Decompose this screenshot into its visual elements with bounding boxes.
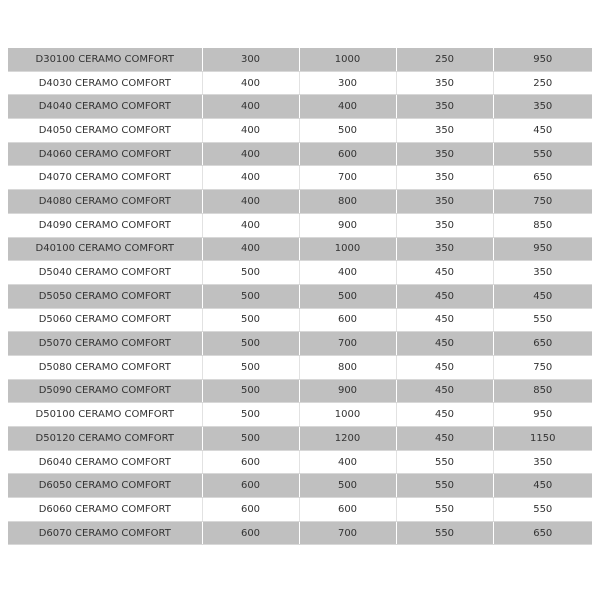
col2-cell: 500	[202, 427, 299, 451]
col3-cell: 700	[299, 166, 396, 190]
col2-cell: 600	[202, 498, 299, 522]
model-cell: D4080 CERAMO COMFORT	[8, 190, 202, 214]
col2-cell: 500	[202, 403, 299, 427]
col5-cell: 550	[493, 142, 592, 166]
col5-cell: 350	[493, 95, 592, 119]
col5-cell: 550	[493, 308, 592, 332]
col4-cell: 550	[396, 521, 493, 545]
model-cell: D4090 CERAMO COMFORT	[8, 213, 202, 237]
col5-cell: 1150	[493, 427, 592, 451]
model-cell: D4050 CERAMO COMFORT	[8, 119, 202, 143]
col3-cell: 700	[299, 332, 396, 356]
col2-cell: 600	[202, 521, 299, 545]
col5-cell: 950	[493, 48, 592, 71]
col2-cell: 500	[202, 308, 299, 332]
table-row	[8, 48, 592, 71]
table-row	[8, 379, 592, 403]
col3-cell: 600	[299, 308, 396, 332]
col2-cell: 400	[202, 166, 299, 190]
col5-cell: 250	[493, 71, 592, 95]
col3-cell: 1000	[299, 403, 396, 427]
col3-cell: 1200	[299, 427, 396, 451]
col2-cell: 400	[202, 213, 299, 237]
table-row	[8, 166, 592, 190]
col3-cell: 900	[299, 379, 396, 403]
model-cell: D5040 CERAMO COMFORT	[8, 261, 202, 285]
table-row	[8, 119, 592, 143]
col2-cell: 500	[202, 261, 299, 285]
col4-cell: 550	[396, 474, 493, 498]
table-row	[8, 521, 592, 545]
col3-cell: 500	[299, 474, 396, 498]
col4-cell: 550	[396, 498, 493, 522]
col4-cell: 450	[396, 332, 493, 356]
table-row	[8, 95, 592, 119]
col4-cell: 550	[396, 450, 493, 474]
model-cell: D5050 CERAMO COMFORT	[8, 284, 202, 308]
col3-cell: 800	[299, 190, 396, 214]
model-cell: D5080 CERAMO COMFORT	[8, 355, 202, 379]
table-row	[8, 142, 592, 166]
col4-cell: 350	[396, 119, 493, 143]
col5-cell: 450	[493, 474, 592, 498]
col4-cell: 350	[396, 142, 493, 166]
col2-cell: 600	[202, 474, 299, 498]
model-cell: D50100 CERAMO COMFORT	[8, 403, 202, 427]
model-cell: D30100 CERAMO COMFORT	[8, 48, 202, 71]
col3-cell: 400	[299, 95, 396, 119]
table-row	[8, 261, 592, 285]
col5-cell: 750	[493, 355, 592, 379]
model-cell: D4060 CERAMO COMFORT	[8, 142, 202, 166]
table-row	[8, 403, 592, 427]
table-row	[8, 427, 592, 451]
col5-cell: 850	[493, 213, 592, 237]
col5-cell: 350	[493, 261, 592, 285]
col3-cell: 600	[299, 498, 396, 522]
col5-cell: 950	[493, 403, 592, 427]
col3-cell: 1000	[299, 237, 396, 261]
col2-cell: 500	[202, 284, 299, 308]
col3-cell: 500	[299, 119, 396, 143]
model-cell: D6050 CERAMO COMFORT	[8, 474, 202, 498]
col3-cell: 700	[299, 521, 396, 545]
col2-cell: 400	[202, 95, 299, 119]
col5-cell: 950	[493, 237, 592, 261]
col4-cell: 450	[396, 379, 493, 403]
model-cell: D5090 CERAMO COMFORT	[8, 379, 202, 403]
col4-cell: 450	[396, 355, 493, 379]
col2-cell: 600	[202, 450, 299, 474]
model-cell: D4070 CERAMO COMFORT	[8, 166, 202, 190]
table-row	[8, 308, 592, 332]
table-row	[8, 237, 592, 261]
table-row	[8, 71, 592, 95]
col4-cell: 250	[396, 48, 493, 71]
col5-cell: 650	[493, 332, 592, 356]
col4-cell: 350	[396, 71, 493, 95]
col3-cell: 400	[299, 450, 396, 474]
model-cell: D6060 CERAMO COMFORT	[8, 498, 202, 522]
col5-cell: 750	[493, 190, 592, 214]
model-cell: D4040 CERAMO COMFORT	[8, 95, 202, 119]
col5-cell: 550	[493, 498, 592, 522]
col4-cell: 350	[396, 166, 493, 190]
col2-cell: 400	[202, 190, 299, 214]
model-cell: D5070 CERAMO COMFORT	[8, 332, 202, 356]
table-row	[8, 498, 592, 522]
col3-cell: 1000	[299, 48, 396, 71]
col2-cell: 500	[202, 379, 299, 403]
col4-cell: 450	[396, 427, 493, 451]
col2-cell: 500	[202, 355, 299, 379]
table-row	[8, 474, 592, 498]
model-cell: D6040 CERAMO COMFORT	[8, 450, 202, 474]
col2-cell: 300	[202, 48, 299, 71]
product-dimensions-table	[8, 48, 592, 545]
table-row	[8, 213, 592, 237]
model-cell: D4030 CERAMO COMFORT	[8, 71, 202, 95]
col2-cell: 500	[202, 332, 299, 356]
table-body	[8, 48, 592, 545]
model-cell: D6070 CERAMO COMFORT	[8, 521, 202, 545]
col5-cell: 650	[493, 166, 592, 190]
col4-cell: 350	[396, 237, 493, 261]
model-cell: D40100 CERAMO COMFORT	[8, 237, 202, 261]
model-cell: D50120 CERAMO COMFORT	[8, 427, 202, 451]
col4-cell: 350	[396, 190, 493, 214]
col5-cell: 650	[493, 521, 592, 545]
col2-cell: 400	[202, 142, 299, 166]
col4-cell: 450	[396, 308, 493, 332]
col3-cell: 400	[299, 261, 396, 285]
col5-cell: 450	[493, 284, 592, 308]
col4-cell: 350	[396, 95, 493, 119]
col3-cell: 500	[299, 284, 396, 308]
table-row	[8, 332, 592, 356]
table-row	[8, 450, 592, 474]
col4-cell: 450	[396, 403, 493, 427]
col2-cell: 400	[202, 119, 299, 143]
model-cell: D5060 CERAMO COMFORT	[8, 308, 202, 332]
col3-cell: 900	[299, 213, 396, 237]
col4-cell: 350	[396, 213, 493, 237]
col5-cell: 850	[493, 379, 592, 403]
col3-cell: 800	[299, 355, 396, 379]
col4-cell: 450	[396, 261, 493, 285]
col5-cell: 350	[493, 450, 592, 474]
table-row	[8, 284, 592, 308]
table-row	[8, 190, 592, 214]
col2-cell: 400	[202, 237, 299, 261]
col2-cell: 400	[202, 71, 299, 95]
product-table-container	[8, 48, 592, 545]
table-row	[8, 355, 592, 379]
col3-cell: 600	[299, 142, 396, 166]
col5-cell: 450	[493, 119, 592, 143]
col4-cell: 450	[396, 284, 493, 308]
col3-cell: 300	[299, 71, 396, 95]
